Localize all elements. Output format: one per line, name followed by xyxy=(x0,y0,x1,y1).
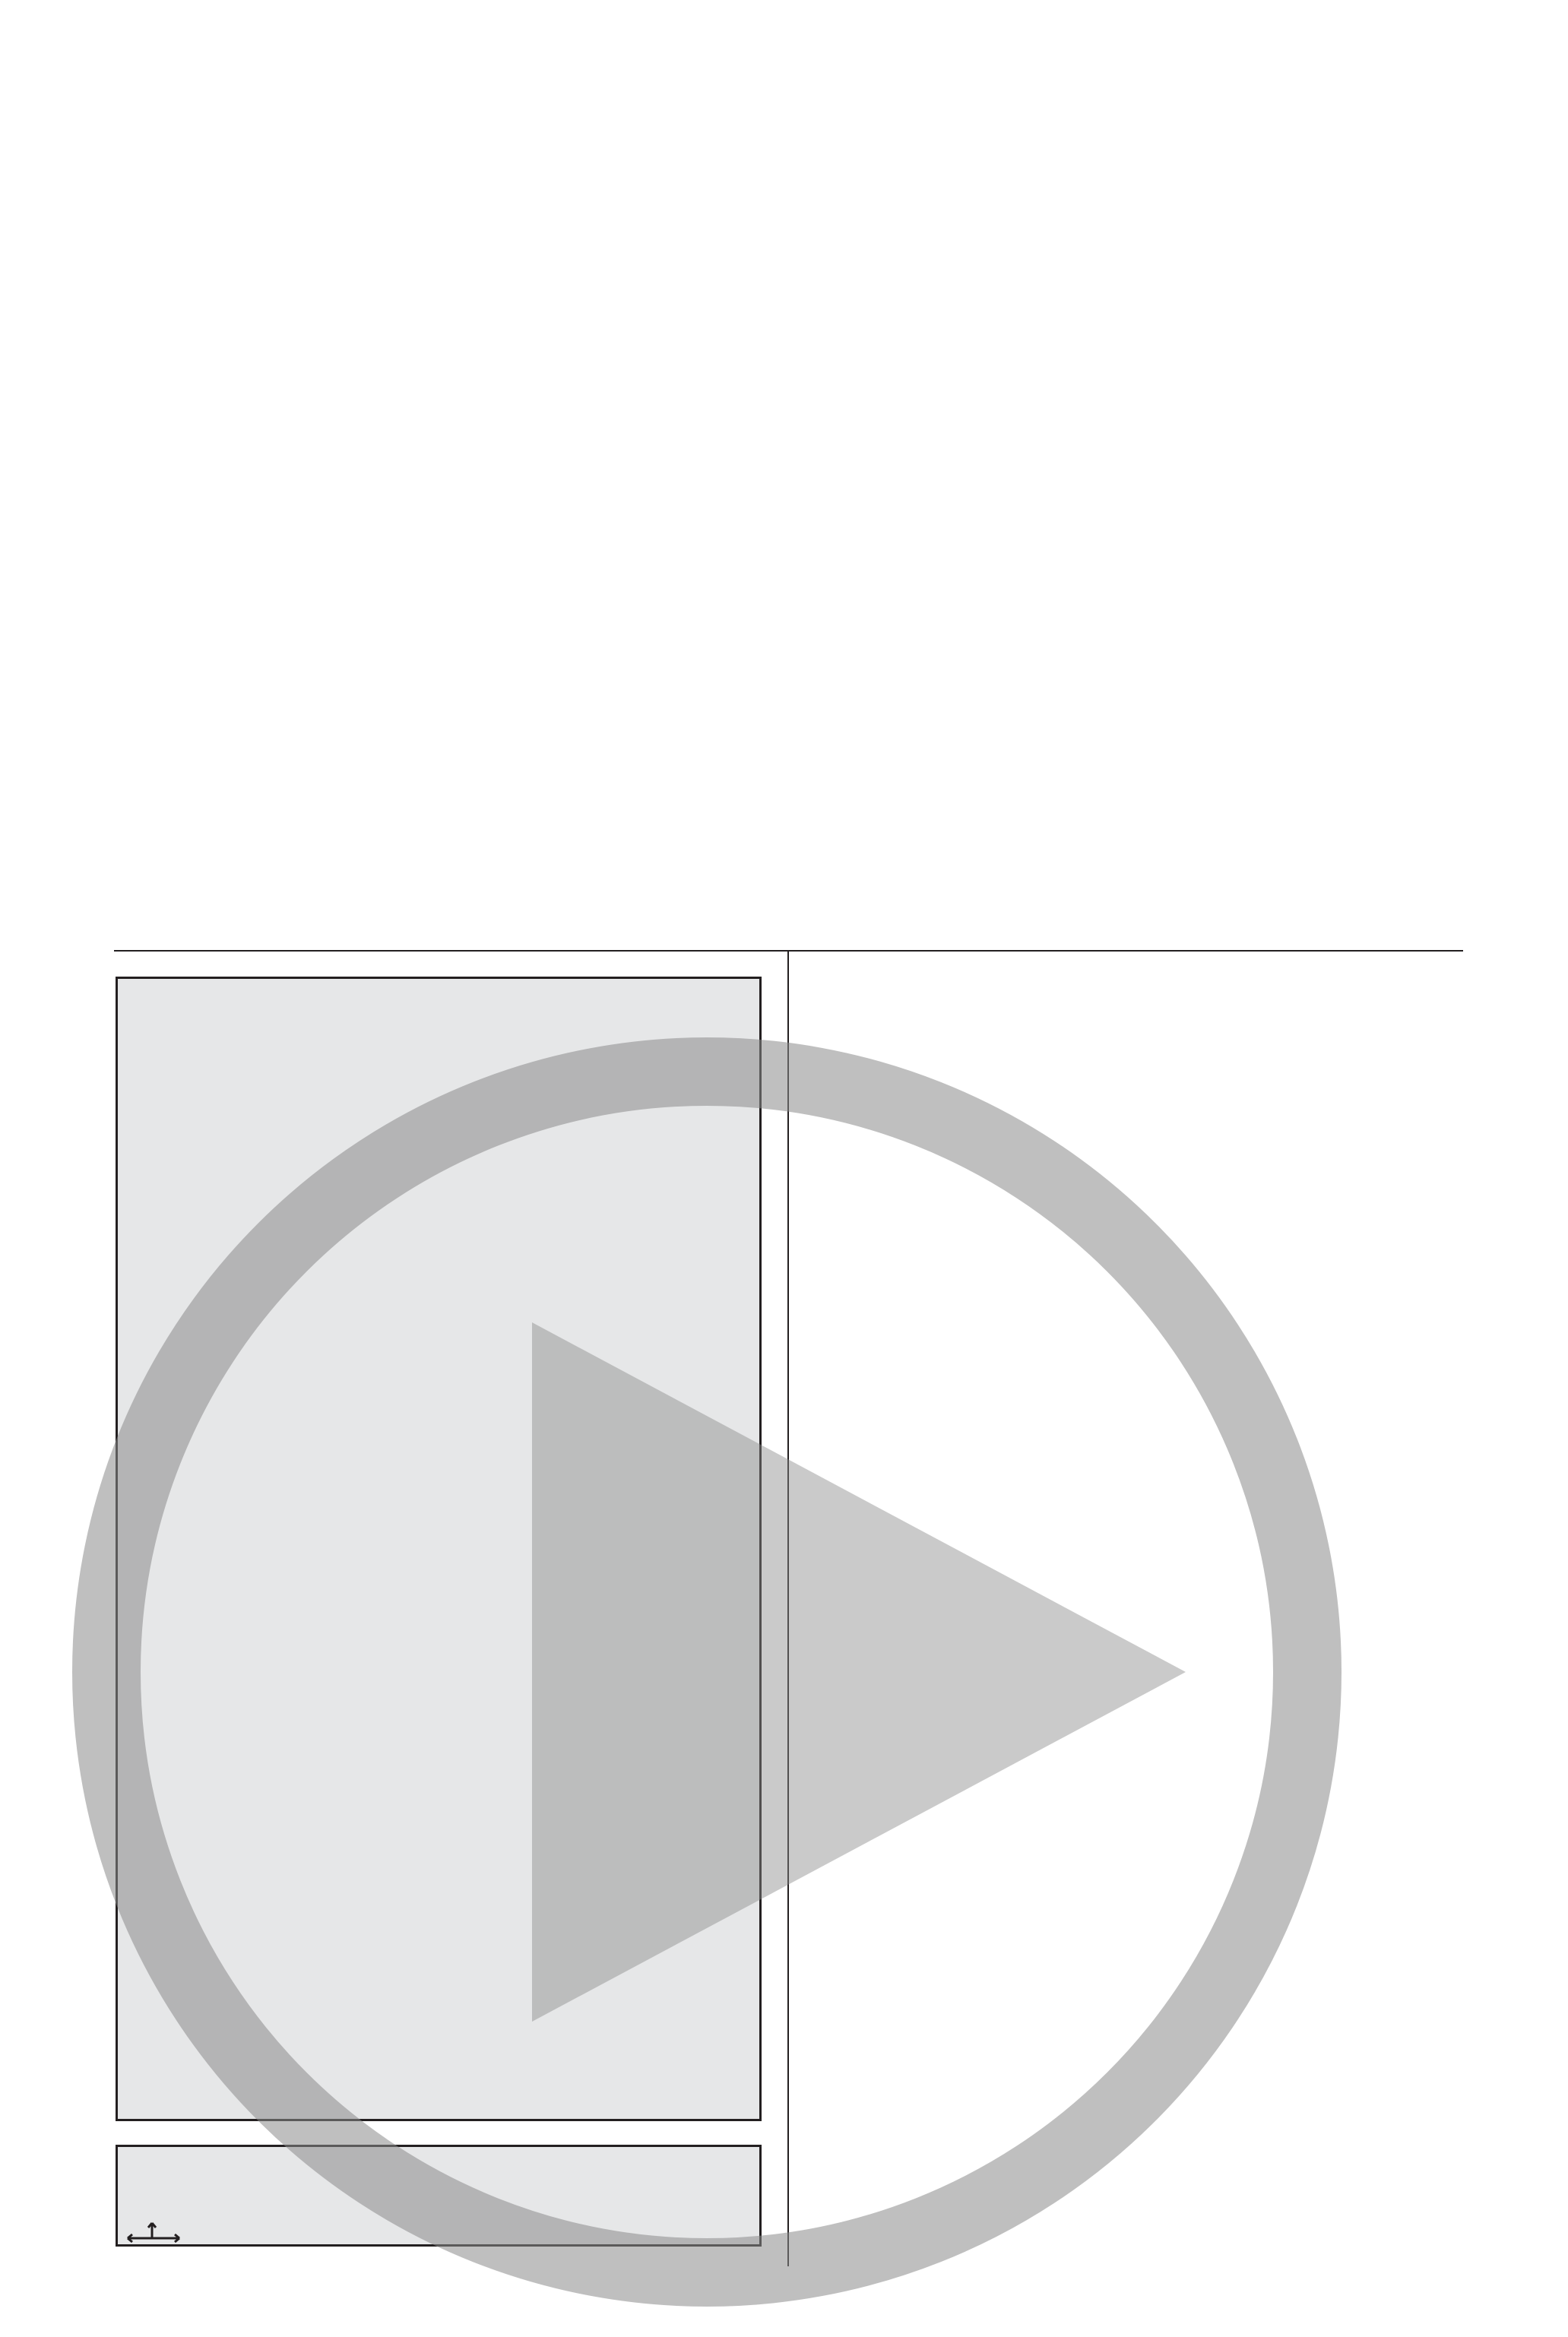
column-divider xyxy=(787,952,789,2266)
lyrics-panel xyxy=(116,977,762,2121)
text-direction-icon xyxy=(125,2218,185,2244)
text-direction-line xyxy=(125,2215,185,2244)
song-info-panel xyxy=(116,2145,762,2247)
